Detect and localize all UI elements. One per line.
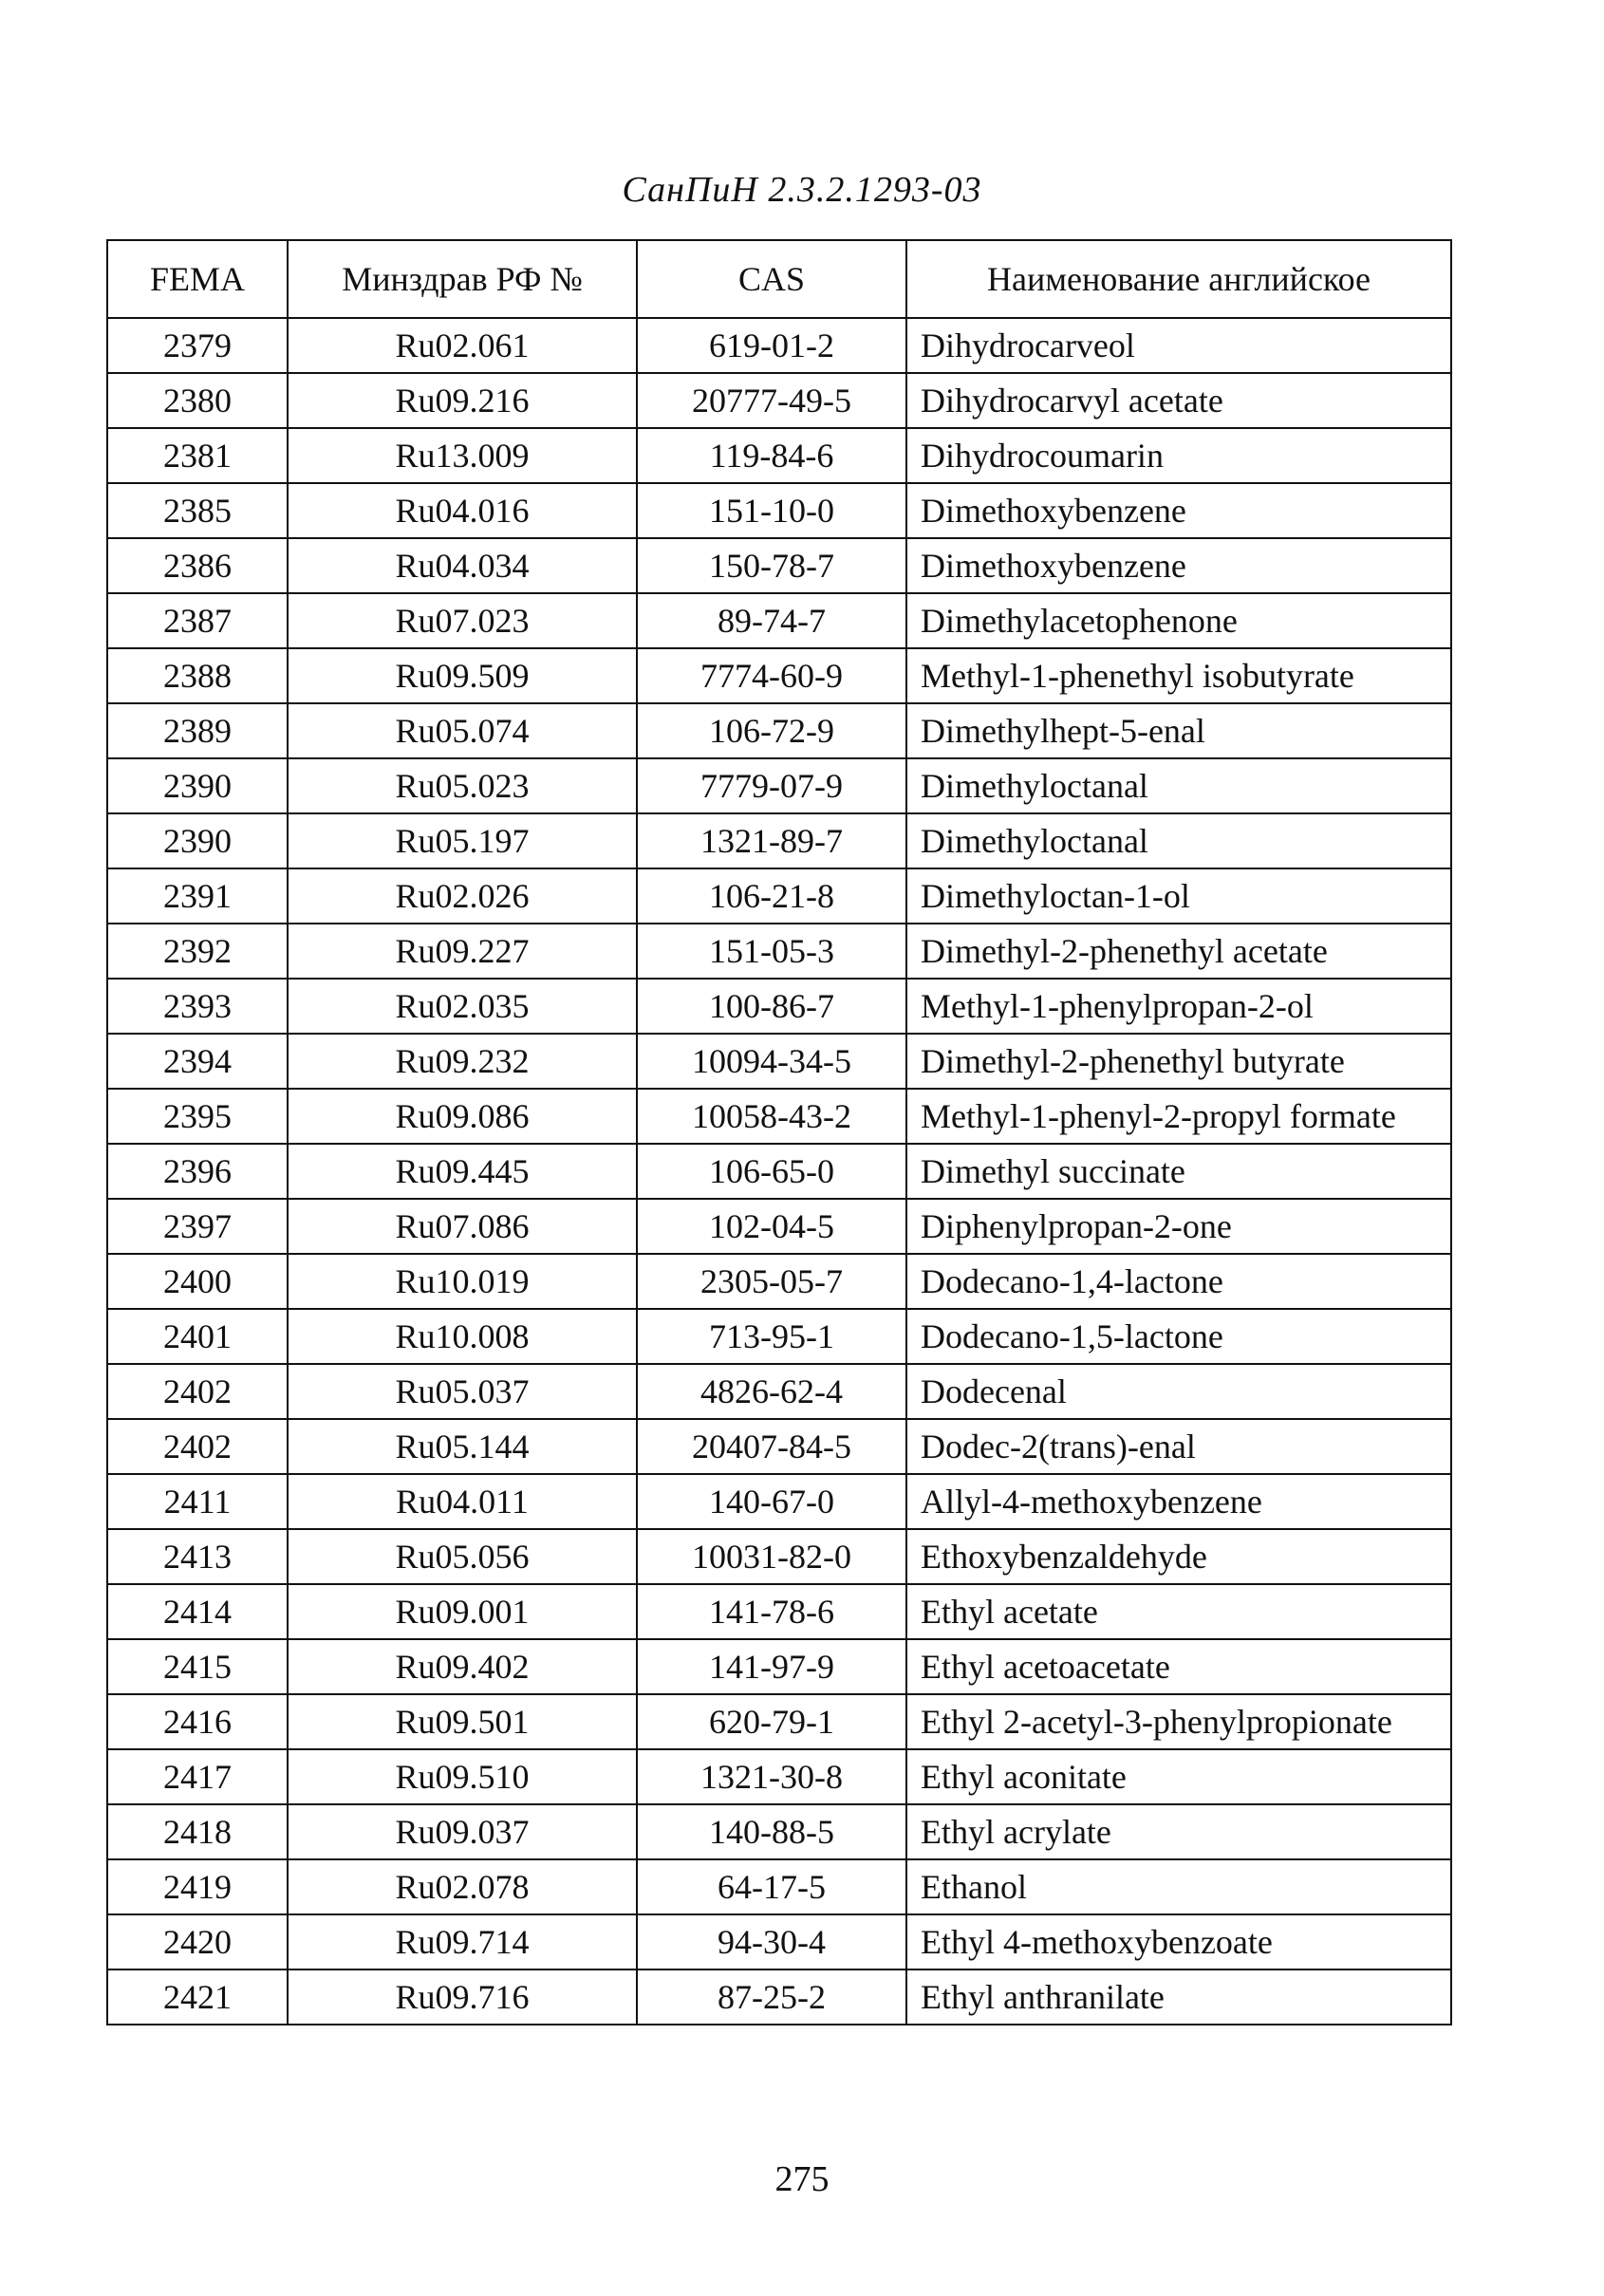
cell-english-name: Ethyl anthranilate [906,1969,1451,2025]
cell-fema: 2413 [107,1529,288,1584]
cell-cas: 2305-05-7 [637,1254,906,1309]
cell-minzdrav: Ru04.016 [288,483,637,538]
cell-minzdrav: Ru02.061 [288,318,637,373]
cell-english-name: Ethyl 2-acetyl-3-phenylpropionate [906,1694,1451,1749]
cell-fema: 2388 [107,648,288,703]
cell-english-name: Dimethylhept-5-enal [906,703,1451,758]
cell-cas: 7779-07-9 [637,758,906,813]
cell-cas: 713-95-1 [637,1309,906,1364]
cell-english-name: Dodecano-1,4-lactone [906,1254,1451,1309]
cell-english-name: Dimethoxybenzene [906,483,1451,538]
cell-fema: 2380 [107,373,288,428]
cell-cas: 10031-82-0 [637,1529,906,1584]
cell-english-name: Allyl-4-methoxybenzene [906,1474,1451,1529]
cell-fema: 2402 [107,1364,288,1419]
column-header-cas: CAS [637,240,906,318]
cell-cas: 106-21-8 [637,868,906,924]
cell-minzdrav: Ru13.009 [288,428,637,483]
cell-cas: 140-88-5 [637,1804,906,1859]
cell-minzdrav: Ru10.019 [288,1254,637,1309]
cell-minzdrav: Ru09.509 [288,648,637,703]
cell-minzdrav: Ru05.074 [288,703,637,758]
cell-english-name: Methyl-1-phenyl-2-propyl formate [906,1089,1451,1144]
table-row [107,1694,1451,1749]
column-header-minzdrav: Минздрав РФ № [288,240,637,318]
cell-english-name: Dimethylacetophenone [906,593,1451,648]
cell-fema: 2395 [107,1089,288,1144]
cell-minzdrav: Ru05.023 [288,758,637,813]
cell-fema: 2402 [107,1419,288,1474]
cell-cas: 20407-84-5 [637,1419,906,1474]
cell-english-name: Dodec-2(trans)-enal [906,1419,1451,1474]
cell-fema: 2401 [107,1309,288,1364]
cell-minzdrav: Ru04.011 [288,1474,637,1529]
cell-fema: 2394 [107,1034,288,1089]
cell-minzdrav: Ru09.445 [288,1144,637,1199]
cell-fema: 2387 [107,593,288,648]
cell-fema: 2417 [107,1749,288,1804]
cell-minzdrav: Ru09.716 [288,1969,637,2025]
cell-cas: 89-74-7 [637,593,906,648]
cell-cas: 20777-49-5 [637,373,906,428]
table-row [107,428,1451,483]
cell-cas: 94-30-4 [637,1914,906,1969]
cell-cas: 119-84-6 [637,428,906,483]
cell-english-name: Ethoxybenzaldehyde [906,1529,1451,1584]
table-row [107,1199,1451,1254]
cell-minzdrav: Ru09.037 [288,1804,637,1859]
cell-cas: 151-05-3 [637,924,906,979]
cell-minzdrav: Ru09.501 [288,1694,637,1749]
cell-minzdrav: Ru05.056 [288,1529,637,1584]
table-row [107,1144,1451,1199]
cell-minzdrav: Ru09.001 [288,1584,637,1639]
table-row [107,1254,1451,1309]
table-row [107,703,1451,758]
cell-minzdrav: Ru05.037 [288,1364,637,1419]
table-row [107,1034,1451,1089]
cell-minzdrav: Ru07.023 [288,593,637,648]
cell-english-name: Ethyl aconitate [906,1749,1451,1804]
cell-minzdrav: Ru05.144 [288,1419,637,1474]
cell-minzdrav: Ru02.035 [288,979,637,1034]
cell-cas: 106-72-9 [637,703,906,758]
cell-fema: 2421 [107,1969,288,2025]
cell-cas: 10058-43-2 [637,1089,906,1144]
cell-english-name: Ethyl 4-methoxybenzoate [906,1914,1451,1969]
cell-minzdrav: Ru10.008 [288,1309,637,1364]
table-row [107,924,1451,979]
cell-minzdrav: Ru09.714 [288,1914,637,1969]
cell-fema: 2393 [107,979,288,1034]
cell-cas: 619-01-2 [637,318,906,373]
table-row [107,318,1451,373]
table-row [107,1529,1451,1584]
cell-english-name: Dimethyl-2-phenethyl butyrate [906,1034,1451,1089]
table-row [107,373,1451,428]
table-row [107,1309,1451,1364]
cell-minzdrav: Ru09.227 [288,924,637,979]
cell-cas: 140-67-0 [637,1474,906,1529]
table-row [107,813,1451,868]
cell-minzdrav: Ru09.510 [288,1749,637,1804]
cell-cas: 106-65-0 [637,1144,906,1199]
table-row [107,1969,1451,2025]
cell-fema: 2391 [107,868,288,924]
cell-cas: 64-17-5 [637,1859,906,1914]
table-row [107,1639,1451,1694]
table-row [107,979,1451,1034]
cell-fema: 2416 [107,1694,288,1749]
cell-minzdrav: Ru02.026 [288,868,637,924]
table-row [107,1419,1451,1474]
cell-minzdrav: Ru09.402 [288,1639,637,1694]
cell-english-name: Dihydrocarvyl acetate [906,373,1451,428]
table-row [107,758,1451,813]
cell-cas: 10094-34-5 [637,1034,906,1089]
cell-minzdrav: Ru07.086 [288,1199,637,1254]
cell-minzdrav: Ru05.197 [288,813,637,868]
cell-english-name: Dimethoxybenzene [906,538,1451,593]
cell-english-name: Ethyl acetoacetate [906,1639,1451,1694]
table-row [107,1914,1451,1969]
cell-cas: 7774-60-9 [637,648,906,703]
page-header-title: СанПиН 2.3.2.1293-03 [622,170,982,210]
cell-fema: 2390 [107,813,288,868]
flavoring-substances-table [106,239,1452,2025]
cell-fema: 2414 [107,1584,288,1639]
cell-fema: 2418 [107,1804,288,1859]
table-row [107,1364,1451,1419]
cell-fema: 2397 [107,1199,288,1254]
cell-cas: 1321-30-8 [637,1749,906,1804]
cell-cas: 100-86-7 [637,979,906,1034]
cell-fema: 2400 [107,1254,288,1309]
cell-cas: 620-79-1 [637,1694,906,1749]
cell-cas: 1321-89-7 [637,813,906,868]
cell-english-name: Ethyl acrylate [906,1804,1451,1859]
cell-fema: 2386 [107,538,288,593]
column-header-fema: FEMA [107,240,288,318]
cell-fema: 2381 [107,428,288,483]
table-row [107,593,1451,648]
cell-fema: 2390 [107,758,288,813]
table-row [107,868,1451,924]
cell-fema: 2389 [107,703,288,758]
cell-minzdrav: Ru09.086 [288,1089,637,1144]
cell-english-name: Ethanol [906,1859,1451,1914]
table-row [107,1584,1451,1639]
cell-english-name: Dimethyloctanal [906,758,1451,813]
cell-english-name: Dihydrocarveol [906,318,1451,373]
cell-fema: 2396 [107,1144,288,1199]
cell-cas: 141-97-9 [637,1639,906,1694]
table-row [107,1089,1451,1144]
cell-cas: 4826-62-4 [637,1364,906,1419]
cell-cas: 141-78-6 [637,1584,906,1639]
cell-english-name: Dodecenal [906,1364,1451,1419]
cell-english-name: Diphenylpropan-2-one [906,1199,1451,1254]
cell-english-name: Dimethyl succinate [906,1144,1451,1199]
cell-cas: 151-10-0 [637,483,906,538]
table-row [107,648,1451,703]
cell-cas: 102-04-5 [637,1199,906,1254]
cell-english-name: Ethyl acetate [906,1584,1451,1639]
cell-fema: 2385 [107,483,288,538]
table-row [107,538,1451,593]
page-number: 275 [774,2159,830,2199]
cell-english-name: Dimethyloctanal [906,813,1451,868]
cell-minzdrav: Ru09.232 [288,1034,637,1089]
cell-fema: 2420 [107,1914,288,1969]
cell-minzdrav: Ru04.034 [288,538,637,593]
table-header-row [107,240,1451,318]
cell-cas: 87-25-2 [637,1969,906,2025]
table-row [107,483,1451,538]
cell-minzdrav: Ru09.216 [288,373,637,428]
cell-english-name: Dihydrocoumarin [906,428,1451,483]
table-row [107,1804,1451,1859]
cell-fema: 2379 [107,318,288,373]
table-body [107,318,1451,2025]
cell-english-name: Methyl-1-phenethyl isobutyrate [906,648,1451,703]
table-row [107,1859,1451,1914]
cell-fema: 2392 [107,924,288,979]
cell-english-name: Methyl-1-phenylpropan-2-ol [906,979,1451,1034]
cell-english-name: Dimethyloctan-1-ol [906,868,1451,924]
cell-cas: 150-78-7 [637,538,906,593]
table-row [107,1474,1451,1529]
cell-minzdrav: Ru02.078 [288,1859,637,1914]
column-header-english-name: Наименование английское [906,240,1451,318]
cell-fema: 2415 [107,1639,288,1694]
cell-fema: 2411 [107,1474,288,1529]
table-row [107,1749,1451,1804]
cell-english-name: Dimethyl-2-phenethyl acetate [906,924,1451,979]
cell-fema: 2419 [107,1859,288,1914]
cell-english-name: Dodecano-1,5-lactone [906,1309,1451,1364]
